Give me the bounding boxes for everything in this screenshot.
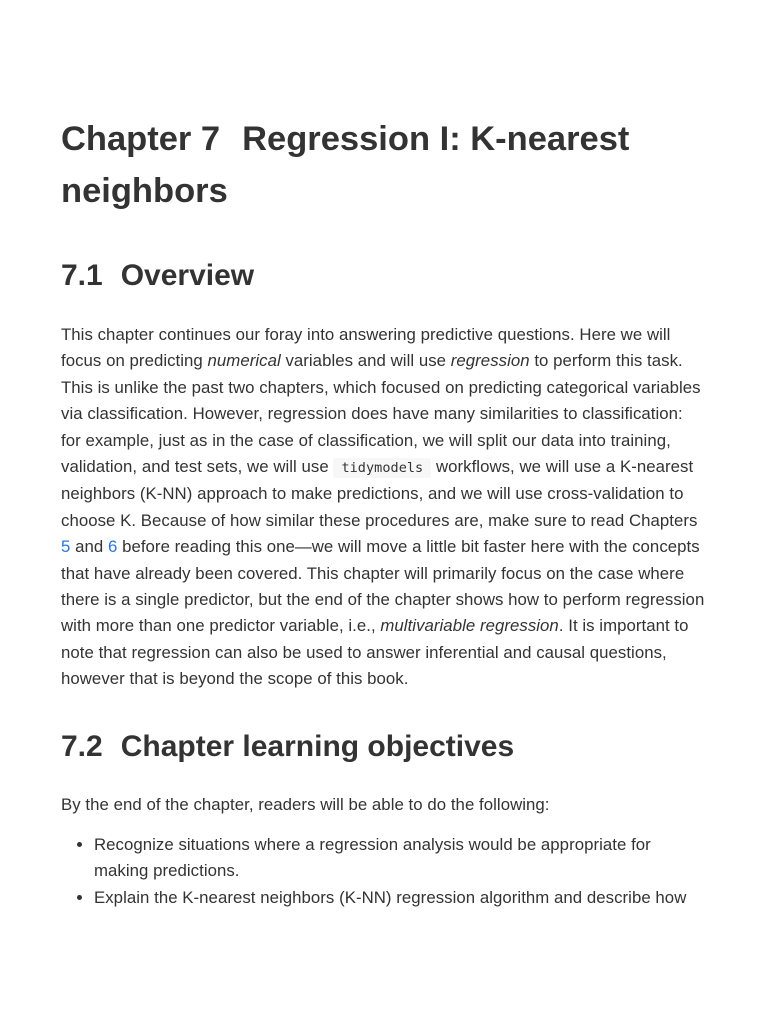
section-title-text: Chapter learning objectives — [120, 730, 515, 763]
section-number: 7.2 — [61, 730, 103, 763]
objectives-intro: By the end of the chapter, readers will be able to do the following: — [61, 795, 550, 814]
chapter-6-link[interactable]: 6 — [107, 537, 118, 557]
emphasis-numerical: numerical — [207, 351, 281, 371]
text-run: and — [70, 537, 108, 557]
chapter-title — [61, 113, 707, 217]
chapter-title-text: Regression I: K-nearest neighbors — [61, 120, 630, 210]
objectives-list — [61, 832, 707, 911]
chapter-5-link[interactable]: 5 — [61, 537, 71, 557]
section-heading-overview — [61, 256, 707, 296]
chapter-number: Chapter 7 — [61, 120, 221, 158]
inline-code-tidymodels: tidymodels — [333, 458, 431, 478]
section-heading-learning-objectives — [61, 727, 707, 767]
list-item: • Recognize situations where a regression analysis would be appropriate for making predictions. — [94, 832, 707, 885]
section-title-text: Overview — [120, 259, 255, 292]
text-run: before reading this one—we will move a little bit faster here with the concepts that have already been covered. This chapter will primarily focus on the case where there is a single predictor, but the end of the chapter shows how to perform regression with more than one predictor variable, i.e., — [61, 537, 705, 636]
emphasis-multivariable-regression: multivariable regression — [380, 616, 559, 636]
text-run: to perform this task. This is unlike the past two chapters, which focused on predicting categorical variables via classification. However, regression does have many similarities to classification: for example, just as in the case of classification, we will split our data into training, validation, and test sets, we will use — [61, 351, 701, 477]
text-run: This chapter continues our foray into answering predictive questions. Here we will focus on predicting — [61, 325, 671, 371]
overview-paragraph — [61, 322, 707, 693]
list-item: • Explain the K-nearest neighbors (K-NN) regression algorithm and describe how — [94, 885, 707, 911]
text-run: workflows, we will use a K-nearest neighbors (K-NN) approach to make predictions, and we will use cross-validation to choose K. Because of how similar these procedures are, make sure to read Chapters — [61, 457, 698, 530]
text-run: variables and will use — [280, 351, 451, 371]
text-run: . It is important to note that regression can also be used to answer inferential and causal questions, however that is beyond the scope of this book. — [61, 616, 689, 689]
emphasis-regression: regression — [450, 351, 530, 371]
section-number: 7.1 — [61, 259, 103, 292]
